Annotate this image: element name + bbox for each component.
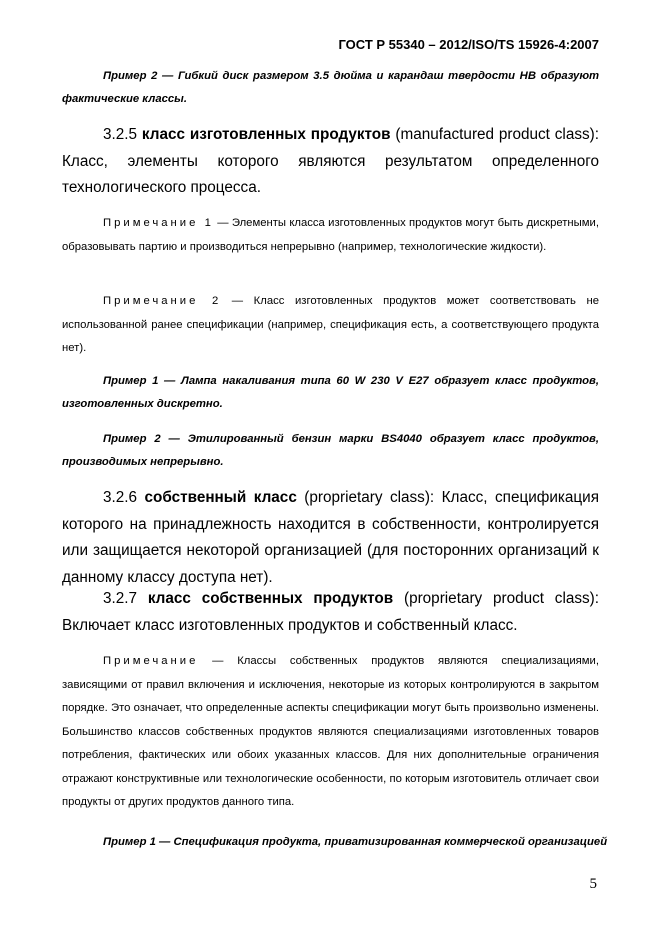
- term-number: 3.2.6: [103, 489, 138, 506]
- page-number: 5: [589, 876, 597, 892]
- term-3-2-6: [62, 485, 599, 591]
- term-title: класс собственных продуктов: [147, 590, 394, 607]
- example-floppy-disk: Пример 2 — Гибкий диск размером 3.5 дюйма и карандаш твердости HB образуют фактические классы.: [62, 70, 599, 105]
- term-definition: (proprietary class): Класс, спецификация которого на принадлежность находится в собственности, контролируется или защищается некоторой организацией (для посторонних организаций к данному классу доступа нет).: [62, 489, 600, 586]
- term-number: 3.2.7: [103, 590, 138, 607]
- term-definition: (manufactured product class): Класс, элементы которого являются результатом определенного технологического процесса.: [62, 126, 599, 196]
- example-lamp: Пример 1 — Лампа накаливания типа 60 W 230 V E27 образует класс продуктов, изготовленных дискретно.: [62, 375, 599, 410]
- example-petrol: Пример 2 — Этилированный бензин марки BS4040 образует класс продуктов, производимых непрерывно.: [62, 433, 599, 468]
- term-number: 3.2.5: [103, 126, 138, 143]
- note-label: Примечание: [103, 655, 199, 667]
- term-definition: (proprietary product class): Включает класс изготовленных продуктов и собственный класс.: [62, 590, 599, 634]
- note-text: — Элементы класса изготовленных продуктов могут быть дискретными, образовывать партию и производиться непрерывно (например, технологические жидкости).: [62, 217, 600, 253]
- example-specification: Пример 1 — Спецификация продукта, приватизированная коммерческой организацией: [103, 836, 608, 848]
- note-text: — Класс изготовленных продуктов может соответствовать не использованной ранее спецификации (например, спецификация есть, а соответствующего продукта нет).: [62, 295, 599, 354]
- note-3-2-5-1: [62, 212, 599, 259]
- note-3-2-5-2: [62, 290, 599, 361]
- term-title: класс изготовленных продуктов: [141, 126, 391, 143]
- note-text: — Классы собственных продуктов являются специализациями, зависящими от правил включения и исключения, некоторые из которых контролируются в закрытом порядке. Это означает, что определенные аспекты спецификации могут быть произвольно изменены. Большинство классов собственных продуктов являются специализациями изготовленных товаров потребления, фактических или обоих указанных классов. Для них дополнительные ограничения отражают конструктивные или технологические особенности, по которым изготовитель отличает свои продукты от других продуктов данного типа.: [62, 655, 599, 808]
- standard-header: ГОСТ Р 55340 – 2012/ISO/TS 15926-4:2007: [338, 37, 599, 52]
- note-label: Примечание 2: [103, 295, 222, 307]
- note-label: Примечание 1: [103, 217, 214, 229]
- term-3-2-7: [62, 586, 599, 639]
- term-3-2-5: [62, 122, 599, 202]
- note-3-2-7: [62, 650, 599, 815]
- term-title: собственный класс: [144, 489, 297, 506]
